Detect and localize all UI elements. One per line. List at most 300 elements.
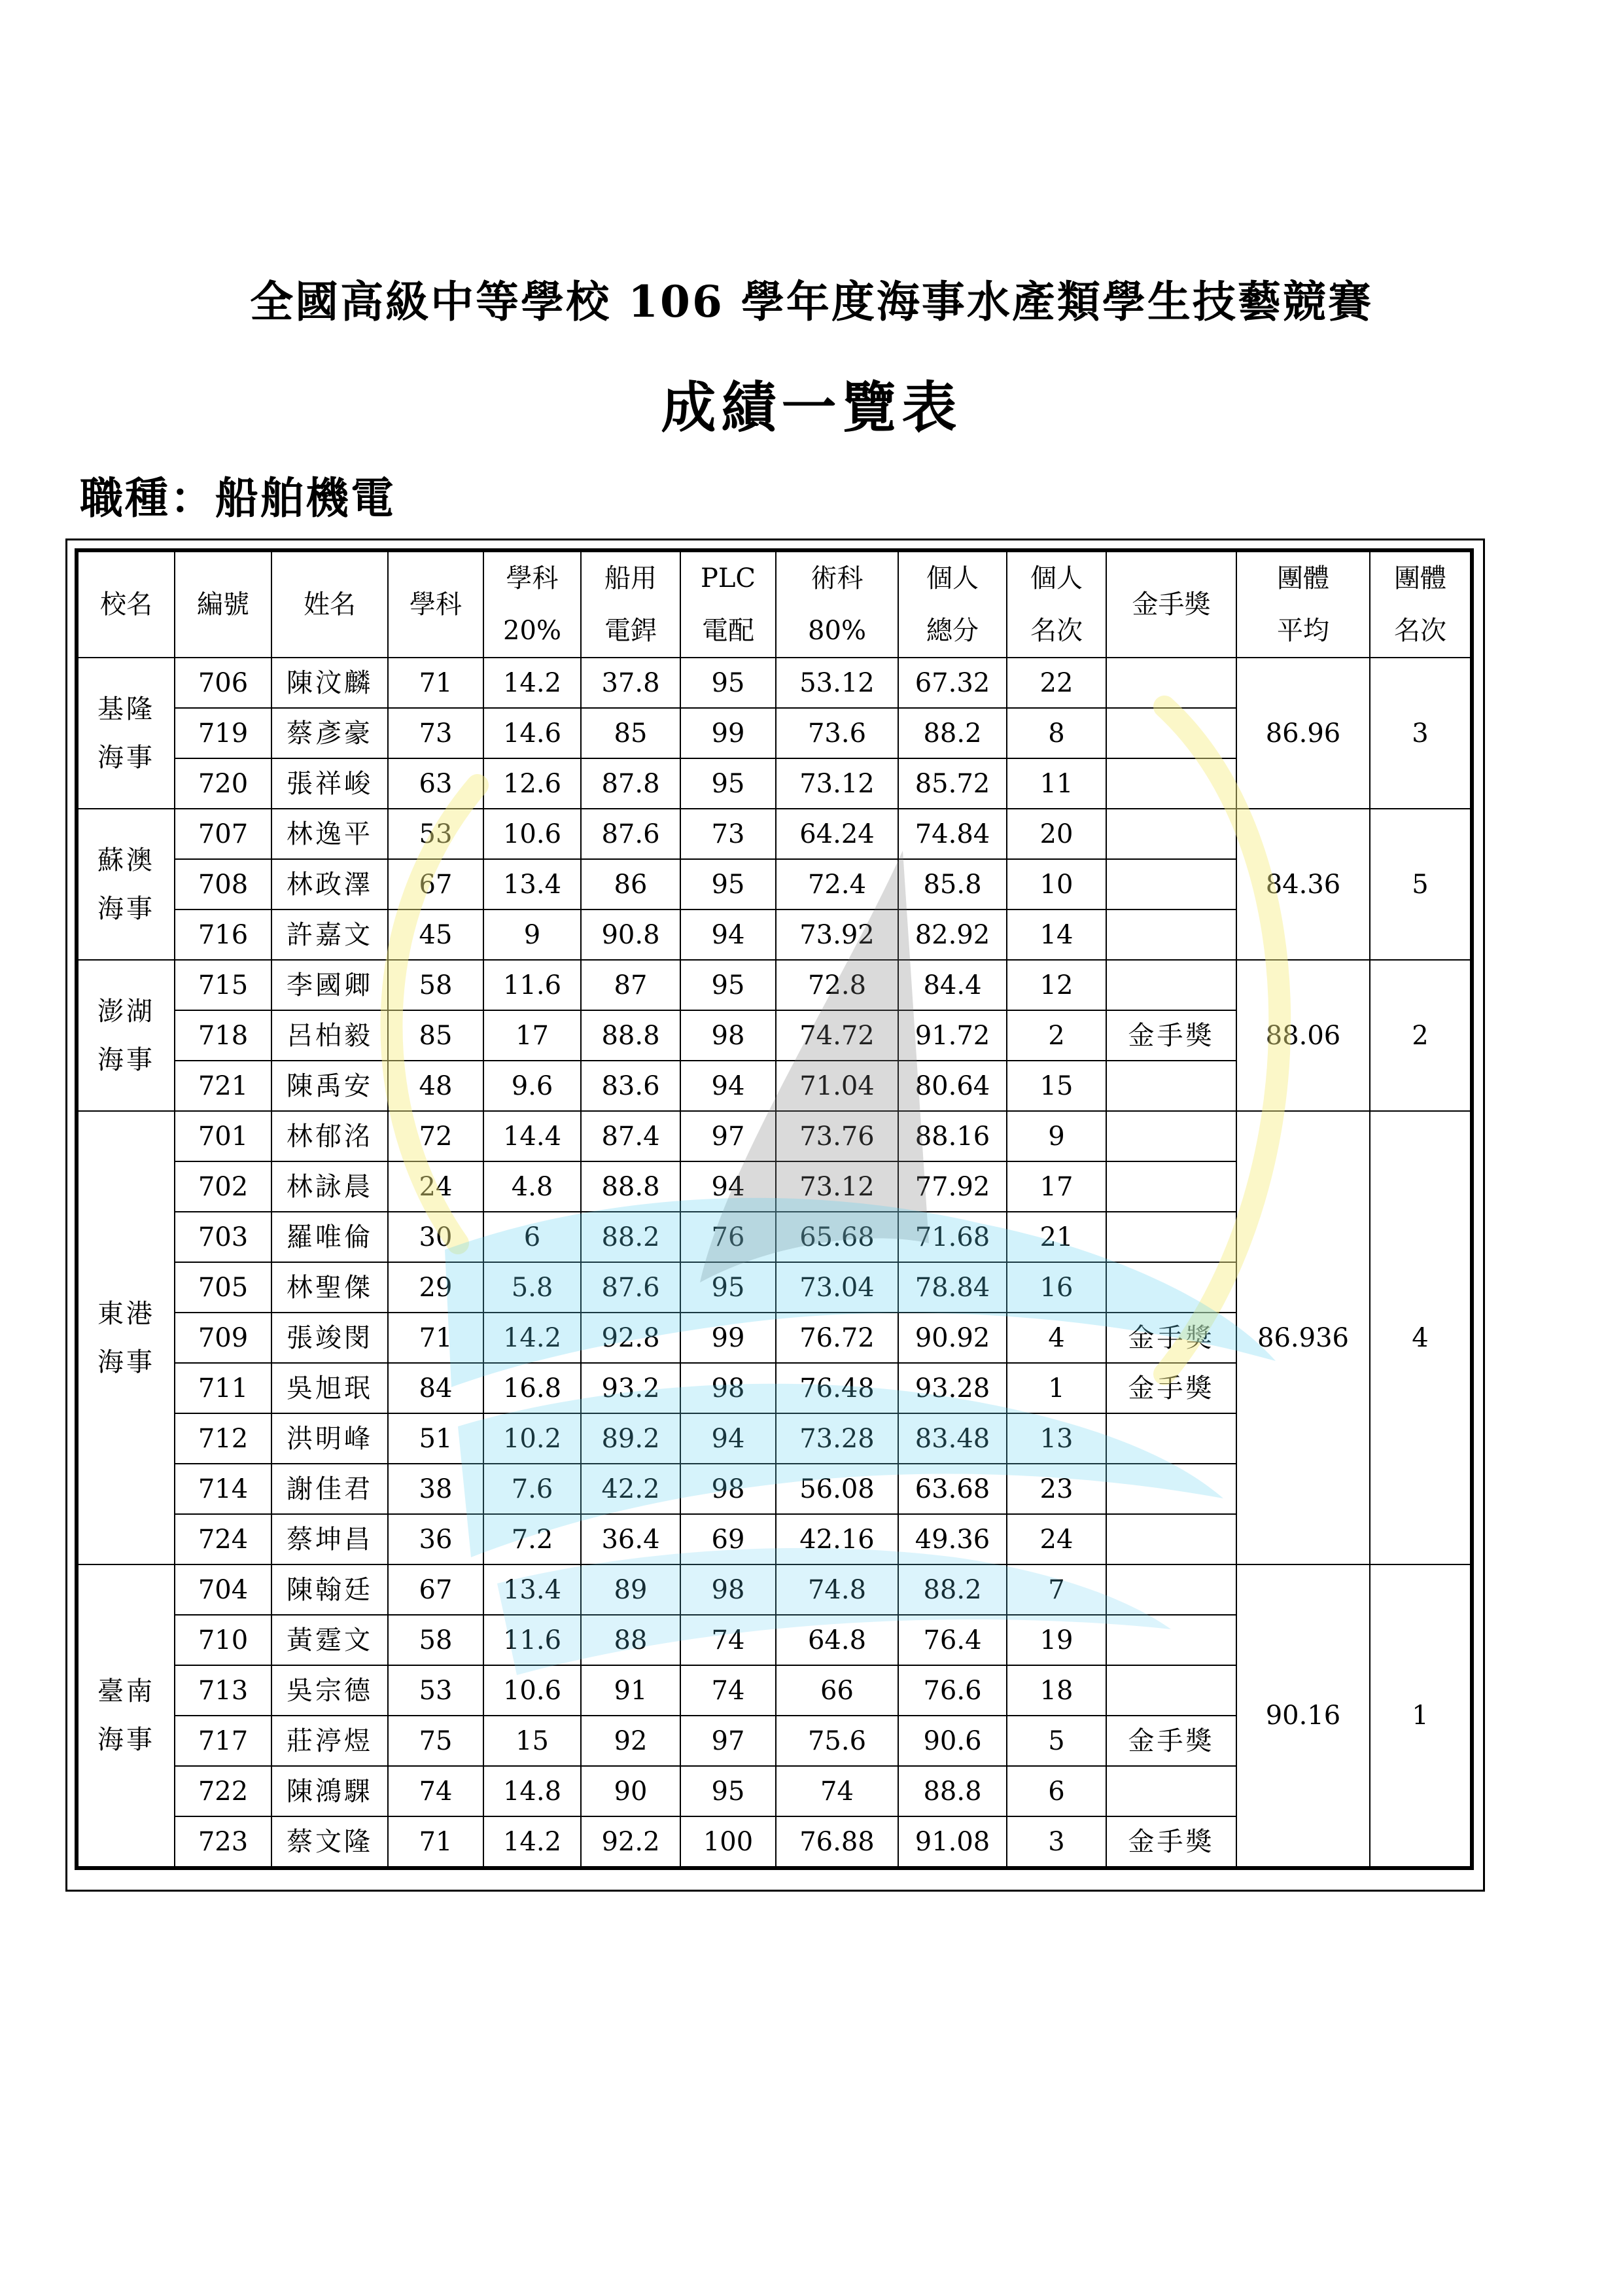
cell-id: 702 <box>175 1161 271 1212</box>
cell-subject: 24 <box>388 1161 483 1212</box>
cell-total: 84.4 <box>898 960 1007 1010</box>
team-rank-cell: 2 <box>1370 960 1472 1111</box>
header-line: 姓名 <box>304 590 356 620</box>
cell-rank: 1 <box>1007 1363 1106 1413</box>
header-line: 校名 <box>100 590 152 620</box>
cell-name: 謝佳君 <box>271 1464 388 1514</box>
cell-welding: 42.2 <box>581 1464 680 1514</box>
cell-subject20: 14.2 <box>483 658 581 708</box>
cell-welding: 90.8 <box>581 910 680 960</box>
cell-rank: 2 <box>1007 1010 1106 1061</box>
cell-skill80: 75.6 <box>776 1716 898 1766</box>
cell-rank: 5 <box>1007 1716 1106 1766</box>
cell-rank: 23 <box>1007 1464 1106 1514</box>
cell-rank: 22 <box>1007 658 1106 708</box>
cell-name: 吳宗德 <box>271 1665 388 1716</box>
header-subject-20 <box>483 550 581 658</box>
header-line: 總分 <box>926 616 979 646</box>
cell-subject: 36 <box>388 1514 483 1564</box>
cell-award <box>1106 1111 1236 1161</box>
cell-subject: 85 <box>388 1010 483 1061</box>
cell-subject: 53 <box>388 1665 483 1716</box>
cell-rank: 3 <box>1007 1816 1106 1868</box>
school-name-cell <box>77 1111 175 1564</box>
cell-plc: 74 <box>680 1615 776 1665</box>
cell-skill80: 73.12 <box>776 758 898 809</box>
cell-award: 金手獎 <box>1106 1363 1236 1413</box>
cell-subject: 30 <box>388 1212 483 1262</box>
cell-plc: 94 <box>680 910 776 960</box>
team-average-cell: 88.06 <box>1236 960 1370 1111</box>
cell-id: 724 <box>175 1514 271 1564</box>
cell-award: 金手獎 <box>1106 1010 1236 1061</box>
cell-rank: 13 <box>1007 1413 1106 1464</box>
cell-welding: 86 <box>581 859 680 910</box>
cell-rank: 12 <box>1007 960 1106 1010</box>
cell-skill80: 76.72 <box>776 1313 898 1363</box>
cell-subject: 71 <box>388 658 483 708</box>
team-rank-cell: 3 <box>1370 658 1472 809</box>
cell-name: 莊渟煜 <box>271 1716 388 1766</box>
school-name-line: 海事 <box>97 1347 155 1377</box>
cell-welding: 88.8 <box>581 1161 680 1212</box>
cell-subject20: 10.6 <box>483 1665 581 1716</box>
cell-skill80: 73.6 <box>776 708 898 758</box>
cell-rank: 17 <box>1007 1161 1106 1212</box>
header-line: 術科 <box>811 563 864 593</box>
table-header-row <box>77 550 1472 658</box>
cell-id: 714 <box>175 1464 271 1514</box>
cell-skill80: 64.8 <box>776 1615 898 1665</box>
cell-award <box>1106 1212 1236 1262</box>
cell-plc: 97 <box>680 1111 776 1161</box>
cell-award: 金手獎 <box>1106 1816 1236 1868</box>
cell-rank: 8 <box>1007 708 1106 758</box>
header-line: PLC <box>700 563 756 593</box>
cell-name: 蔡彥豪 <box>271 708 388 758</box>
cell-subject: 71 <box>388 1816 483 1868</box>
cell-id: 708 <box>175 859 271 910</box>
cell-rank: 16 <box>1007 1262 1106 1313</box>
table-row <box>77 960 1472 1010</box>
cell-skill80: 42.16 <box>776 1514 898 1564</box>
cell-welding: 85 <box>581 708 680 758</box>
header-welding <box>581 550 680 658</box>
cell-total: 80.64 <box>898 1061 1007 1111</box>
cell-skill80: 71.04 <box>776 1061 898 1111</box>
cell-name: 許嘉文 <box>271 910 388 960</box>
header-line: 名次 <box>1030 616 1083 646</box>
cell-id: 719 <box>175 708 271 758</box>
school-name-line: 東港 <box>97 1298 155 1329</box>
cell-name: 羅唯倫 <box>271 1212 388 1262</box>
cell-plc: 100 <box>680 1816 776 1868</box>
cell-plc: 95 <box>680 1262 776 1313</box>
school-name-line: 蘇澳 <box>97 845 155 875</box>
cell-welding: 89.2 <box>581 1413 680 1464</box>
cell-welding: 87.6 <box>581 809 680 859</box>
cell-plc: 95 <box>680 859 776 910</box>
school-name-line: 海事 <box>97 1044 155 1075</box>
cell-skill80: 66 <box>776 1665 898 1716</box>
cell-subject: 75 <box>388 1716 483 1766</box>
cell-subject20: 17 <box>483 1010 581 1061</box>
cell-total: 91.08 <box>898 1816 1007 1868</box>
table-body <box>77 658 1472 1868</box>
header-plc <box>680 550 776 658</box>
cell-subject: 67 <box>388 859 483 910</box>
cell-total: 90.92 <box>898 1313 1007 1363</box>
cell-name: 林聖傑 <box>271 1262 388 1313</box>
team-average-cell: 86.936 <box>1236 1111 1370 1564</box>
header-line: 個人 <box>926 563 979 593</box>
cell-id: 722 <box>175 1766 271 1816</box>
school-name-cell <box>77 1564 175 1868</box>
cell-plc: 95 <box>680 658 776 708</box>
cell-welding: 93.2 <box>581 1363 680 1413</box>
cell-plc: 76 <box>680 1212 776 1262</box>
cell-subject20: 6 <box>483 1212 581 1262</box>
school-name-line: 海事 <box>97 893 155 924</box>
cell-total: 88.2 <box>898 708 1007 758</box>
header-id <box>175 550 271 658</box>
cell-plc: 98 <box>680 1010 776 1061</box>
cell-subject20: 14.2 <box>483 1816 581 1868</box>
cell-total: 88.2 <box>898 1564 1007 1615</box>
cell-plc: 69 <box>680 1514 776 1564</box>
cell-rank: 7 <box>1007 1564 1106 1615</box>
cell-welding: 91 <box>581 1665 680 1716</box>
cell-subject20: 15 <box>483 1716 581 1766</box>
cell-total: 90.6 <box>898 1716 1007 1766</box>
cell-award <box>1106 708 1236 758</box>
cell-plc: 95 <box>680 1766 776 1816</box>
cell-plc: 74 <box>680 1665 776 1716</box>
cell-subject20: 14.6 <box>483 708 581 758</box>
cell-subject20: 14.4 <box>483 1111 581 1161</box>
cell-name: 林郁洺 <box>271 1111 388 1161</box>
cell-name: 張祥峻 <box>271 758 388 809</box>
cell-total: 77.92 <box>898 1161 1007 1212</box>
cell-skill80: 76.48 <box>776 1363 898 1413</box>
school-name-line: 澎湖 <box>97 996 155 1027</box>
cell-plc: 95 <box>680 758 776 809</box>
school-name-cell <box>77 960 175 1111</box>
cell-welding: 90 <box>581 1766 680 1816</box>
school-name-line: 海事 <box>97 1725 155 1755</box>
cell-award <box>1106 1766 1236 1816</box>
cell-total: 63.68 <box>898 1464 1007 1514</box>
cell-award <box>1106 1665 1236 1716</box>
cell-total: 85.8 <box>898 859 1007 910</box>
cell-rank: 24 <box>1007 1514 1106 1564</box>
school-name-line: 臺南 <box>97 1676 155 1706</box>
cell-welding: 92.2 <box>581 1816 680 1868</box>
cell-skill80: 74 <box>776 1766 898 1816</box>
cell-welding: 88 <box>581 1615 680 1665</box>
cell-skill80: 64.24 <box>776 809 898 859</box>
cell-name: 陳汶麟 <box>271 658 388 708</box>
cell-total: 82.92 <box>898 910 1007 960</box>
cell-plc: 73 <box>680 809 776 859</box>
cell-name: 林政澤 <box>271 859 388 910</box>
cell-id: 709 <box>175 1313 271 1363</box>
document-subtitle: 成績一覽表 <box>661 375 962 440</box>
cell-total: 49.36 <box>898 1514 1007 1564</box>
cell-subject20: 7.2 <box>483 1514 581 1564</box>
cell-rank: 10 <box>1007 859 1106 910</box>
cell-plc: 94 <box>680 1413 776 1464</box>
cell-name: 林詠晨 <box>271 1161 388 1212</box>
cell-total: 88.16 <box>898 1111 1007 1161</box>
cell-name: 林逸平 <box>271 809 388 859</box>
cell-plc: 97 <box>680 1716 776 1766</box>
cell-welding: 92.8 <box>581 1313 680 1363</box>
school-name-line: 基隆 <box>97 694 155 724</box>
cell-skill80: 73.12 <box>776 1161 898 1212</box>
cell-subject: 71 <box>388 1313 483 1363</box>
cell-skill80: 56.08 <box>776 1464 898 1514</box>
header-line: 編號 <box>197 590 249 620</box>
cell-id: 713 <box>175 1665 271 1716</box>
cell-subject20: 11.6 <box>483 1615 581 1665</box>
cell-name: 呂柏毅 <box>271 1010 388 1061</box>
header-line: 名次 <box>1394 616 1446 646</box>
cell-name: 陳鴻騍 <box>271 1766 388 1816</box>
trade-label: 職種：船舶機電 <box>80 472 396 523</box>
header-line: 團體 <box>1277 563 1329 593</box>
cell-subject20: 14.2 <box>483 1313 581 1363</box>
table-row <box>77 1564 1472 1615</box>
header-line: 船用 <box>604 563 657 593</box>
cell-welding: 83.6 <box>581 1061 680 1111</box>
cell-total: 76.6 <box>898 1665 1007 1716</box>
cell-id: 701 <box>175 1111 271 1161</box>
cell-rank: 21 <box>1007 1212 1106 1262</box>
cell-subject20: 12.6 <box>483 758 581 809</box>
cell-total: 76.4 <box>898 1615 1007 1665</box>
cell-rank: 15 <box>1007 1061 1106 1111</box>
team-rank-cell: 5 <box>1370 809 1472 960</box>
table-row <box>77 1111 1472 1161</box>
cell-subject20: 13.4 <box>483 1564 581 1615</box>
cell-id: 720 <box>175 758 271 809</box>
cell-total: 74.84 <box>898 809 1007 859</box>
header-line: 電配 <box>702 616 754 646</box>
cell-skill80: 73.76 <box>776 1111 898 1161</box>
cell-total: 93.28 <box>898 1363 1007 1413</box>
cell-plc: 99 <box>680 708 776 758</box>
cell-rank: 20 <box>1007 809 1106 859</box>
cell-rank: 9 <box>1007 1111 1106 1161</box>
cell-subject20: 14.8 <box>483 1766 581 1816</box>
cell-award <box>1106 809 1236 859</box>
cell-subject20: 11.6 <box>483 960 581 1010</box>
school-name-line: 海事 <box>97 742 155 773</box>
cell-rank: 6 <box>1007 1766 1106 1816</box>
cell-award <box>1106 1413 1236 1464</box>
cell-id: 717 <box>175 1716 271 1766</box>
cell-skill80: 74.8 <box>776 1564 898 1615</box>
cell-subject20: 10.2 <box>483 1413 581 1464</box>
cell-total: 71.68 <box>898 1212 1007 1262</box>
school-name-cell <box>77 809 175 960</box>
cell-award <box>1106 859 1236 910</box>
header-line: 電銲 <box>604 616 657 646</box>
team-average-cell: 86.96 <box>1236 658 1370 809</box>
cell-welding: 36.4 <box>581 1514 680 1564</box>
header-team-rank <box>1370 550 1472 658</box>
cell-id: 711 <box>175 1363 271 1413</box>
cell-welding: 37.8 <box>581 658 680 708</box>
cell-subject: 45 <box>388 910 483 960</box>
cell-id: 704 <box>175 1564 271 1615</box>
cell-subject20: 9.6 <box>483 1061 581 1111</box>
cell-name: 黃霆文 <box>271 1615 388 1665</box>
cell-subject: 67 <box>388 1564 483 1615</box>
table-row <box>77 809 1472 859</box>
cell-total: 83.48 <box>898 1413 1007 1464</box>
cell-name: 張竣閔 <box>271 1313 388 1363</box>
cell-name: 李國卿 <box>271 960 388 1010</box>
cell-skill80: 73.28 <box>776 1413 898 1464</box>
cell-subject20: 16.8 <box>483 1363 581 1413</box>
cell-plc: 95 <box>680 960 776 1010</box>
cell-award <box>1106 1161 1236 1212</box>
cell-subject20: 13.4 <box>483 859 581 910</box>
header-skill-80 <box>776 550 898 658</box>
cell-plc: 94 <box>680 1161 776 1212</box>
cell-award <box>1106 1464 1236 1514</box>
cell-id: 705 <box>175 1262 271 1313</box>
cell-id: 703 <box>175 1212 271 1262</box>
cell-subject20: 5.8 <box>483 1262 581 1313</box>
team-average-cell: 84.36 <box>1236 809 1370 960</box>
header-name <box>271 550 388 658</box>
cell-plc: 98 <box>680 1464 776 1514</box>
cell-welding: 88.2 <box>581 1212 680 1262</box>
school-name-cell <box>77 658 175 809</box>
cell-subject: 72 <box>388 1111 483 1161</box>
cell-welding: 92 <box>581 1716 680 1766</box>
cell-award <box>1106 1564 1236 1615</box>
cell-subject: 38 <box>388 1464 483 1514</box>
cell-plc: 98 <box>680 1564 776 1615</box>
cell-welding: 89 <box>581 1564 680 1615</box>
header-line: 20% <box>503 616 561 646</box>
cell-name: 吳旭珉 <box>271 1363 388 1413</box>
cell-skill80: 65.68 <box>776 1212 898 1262</box>
cell-skill80: 72.4 <box>776 859 898 910</box>
header-line: 平均 <box>1277 616 1329 646</box>
cell-rank: 11 <box>1007 758 1106 809</box>
cell-subject: 74 <box>388 1766 483 1816</box>
cell-id: 707 <box>175 809 271 859</box>
cell-rank: 4 <box>1007 1313 1106 1363</box>
header-line: 個人 <box>1030 563 1083 593</box>
cell-subject: 63 <box>388 758 483 809</box>
cell-skill80: 76.88 <box>776 1816 898 1868</box>
cell-award <box>1106 1514 1236 1564</box>
cell-rank: 19 <box>1007 1615 1106 1665</box>
cell-award <box>1106 658 1236 708</box>
header-line: 學科 <box>410 590 462 620</box>
cell-total: 78.84 <box>898 1262 1007 1313</box>
cell-award <box>1106 1262 1236 1313</box>
header-line: 團體 <box>1394 563 1446 593</box>
cell-skill80: 53.12 <box>776 658 898 708</box>
cell-rank: 18 <box>1007 1665 1106 1716</box>
cell-subject20: 4.8 <box>483 1161 581 1212</box>
cell-skill80: 73.92 <box>776 910 898 960</box>
team-rank-cell: 4 <box>1370 1111 1472 1564</box>
cell-subject: 84 <box>388 1363 483 1413</box>
cell-award <box>1106 1061 1236 1111</box>
cell-plc: 99 <box>680 1313 776 1363</box>
cell-subject20: 7.6 <box>483 1464 581 1514</box>
cell-id: 710 <box>175 1615 271 1665</box>
header-school <box>77 550 175 658</box>
cell-award <box>1106 758 1236 809</box>
cell-award: 金手獎 <box>1106 1716 1236 1766</box>
cell-welding: 87.4 <box>581 1111 680 1161</box>
cell-subject: 51 <box>388 1413 483 1464</box>
cell-welding: 87.8 <box>581 758 680 809</box>
cell-award <box>1106 910 1236 960</box>
document-title: 全國高級中等學校 106 學年度海事水產類學生技藝競賽 <box>250 276 1373 327</box>
header-total <box>898 550 1007 658</box>
cell-total: 88.8 <box>898 1766 1007 1816</box>
cell-id: 712 <box>175 1413 271 1464</box>
team-rank-cell: 1 <box>1370 1564 1472 1868</box>
cell-subject20: 9 <box>483 910 581 960</box>
cell-plc: 98 <box>680 1363 776 1413</box>
cell-award <box>1106 1615 1236 1665</box>
header-team-avg <box>1236 550 1370 658</box>
header-line: 金手獎 <box>1132 590 1211 620</box>
header-line: 學科 <box>506 563 559 593</box>
cell-rank: 14 <box>1007 910 1106 960</box>
cell-id: 706 <box>175 658 271 708</box>
cell-subject: 53 <box>388 809 483 859</box>
cell-id: 718 <box>175 1010 271 1061</box>
header-subject <box>388 550 483 658</box>
cell-subject20: 10.6 <box>483 809 581 859</box>
cell-subject: 58 <box>388 960 483 1010</box>
header-line: 80% <box>808 616 866 646</box>
cell-welding: 87.6 <box>581 1262 680 1313</box>
cell-subject: 73 <box>388 708 483 758</box>
score-table <box>75 548 1474 1870</box>
cell-id: 721 <box>175 1061 271 1111</box>
cell-id: 716 <box>175 910 271 960</box>
table-row <box>77 658 1472 708</box>
cell-skill80: 73.04 <box>776 1262 898 1313</box>
cell-award <box>1106 960 1236 1010</box>
cell-id: 723 <box>175 1816 271 1868</box>
cell-name: 陳禹安 <box>271 1061 388 1111</box>
cell-id: 715 <box>175 960 271 1010</box>
cell-subject: 58 <box>388 1615 483 1665</box>
cell-subject: 29 <box>388 1262 483 1313</box>
cell-skill80: 74.72 <box>776 1010 898 1061</box>
cell-welding: 87 <box>581 960 680 1010</box>
header-award <box>1106 550 1236 658</box>
cell-welding: 88.8 <box>581 1010 680 1061</box>
cell-total: 67.32 <box>898 658 1007 708</box>
cell-name: 蔡文隆 <box>271 1816 388 1868</box>
cell-total: 91.72 <box>898 1010 1007 1061</box>
